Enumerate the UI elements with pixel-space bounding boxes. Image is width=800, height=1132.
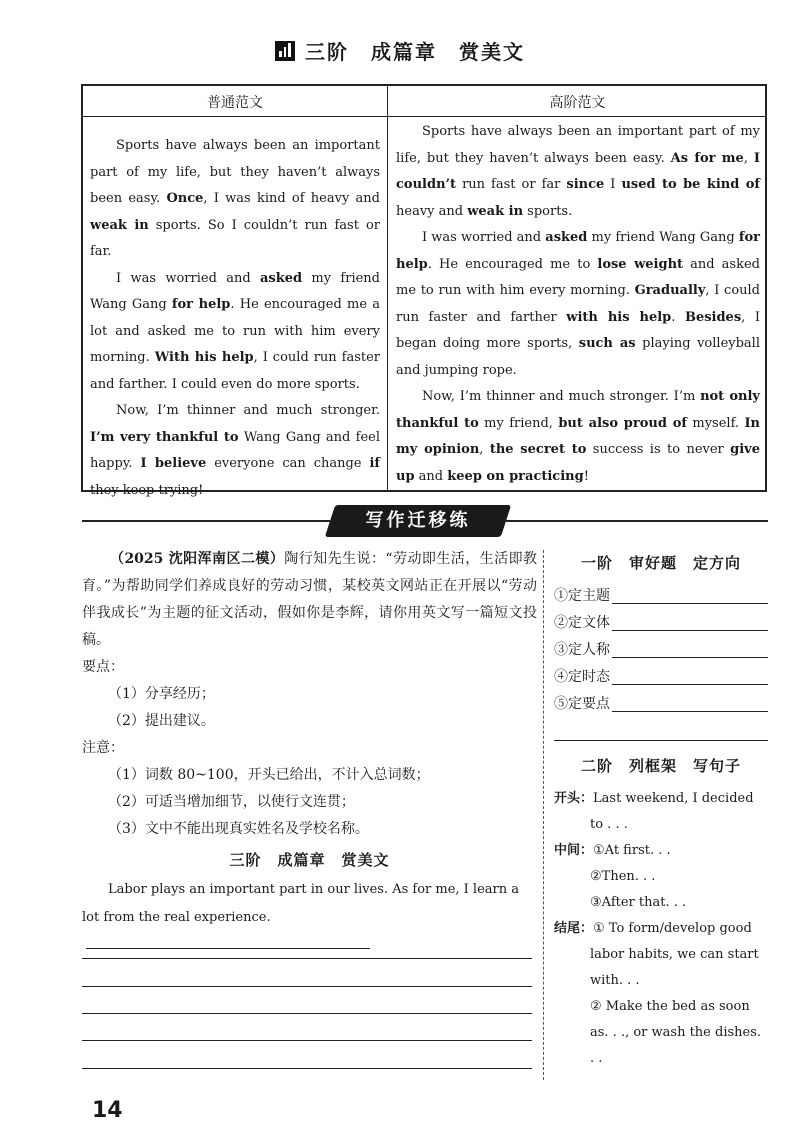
section-banner: 写作迁移练 (365, 510, 471, 531)
task-prompt: （2025 沈阳浑南区二模）陶行知先生说：“劳动即生活，生活即教育。”为帮助同学们养成良好的劳动习惯，某校英文网站正在开展以“劳动伴我成长”为主题的征文活动，假如你是李辉，请你用英文写一篇短文投稿。 (82, 551, 538, 648)
ending-frame-item: ② Make the bed as soon (590, 999, 750, 1014)
essay-starter: Labor plays an important part in our lives. As for me, I learn a lot from the real experience. (82, 876, 537, 960)
task-source: （2025 沈阳浑南区二模） (110, 551, 285, 567)
fill-line[interactable] (612, 587, 768, 604)
writing-line[interactable] (82, 986, 532, 987)
note-item: （2）可适当增加细节，以使行文连贯； (108, 794, 355, 810)
paragraph: I was worried and asked my friend Wang Gang for help. He encouraged me a lot and asked me to run with him every morning. With his help, I could run faster and farther. I could even do more sports. (90, 270, 381, 392)
notes-label: 注意： (82, 740, 124, 756)
task-subheading: 三阶 成篇章 赏美文 (229, 851, 390, 869)
note-item: （1）词数 80~100，开头已给出，不计入总词数； (108, 767, 430, 783)
divider-line (506, 520, 768, 522)
fill-line[interactable] (612, 668, 768, 685)
section-title: 三阶 成篇章 赏美文 (305, 40, 525, 64)
writing-line[interactable] (82, 1068, 532, 1069)
middle-frame: 中间：①At first. . . (554, 843, 671, 858)
bar-chart-icon (275, 41, 295, 61)
stage1-heading: 一阶 审好题 定方向 (580, 554, 741, 572)
plan-row: ②定文体 (554, 610, 768, 637)
writing-line[interactable] (82, 1040, 532, 1041)
column-divider (543, 550, 544, 1080)
opening-frame: 开头：Last weekend, I decided (554, 791, 754, 806)
ending-frame-cont: labor habits, we can start (590, 947, 759, 962)
writing-line[interactable] (86, 934, 370, 949)
section-header (0, 36, 800, 65)
column-divider (387, 86, 388, 490)
ending-frame-cont: with. . . (590, 973, 640, 988)
paragraph: I was worried and asked my friend Wang Gang for help. He encouraged me to lose weight and asked me to run with him every morning. Gradually, I could run faster and farther with his help. Besides, I began doing more sports, such as playing volleyball and jumping rope. (396, 230, 761, 378)
plan-row: ⑤定要点 (554, 691, 768, 718)
fill-line[interactable] (612, 641, 768, 658)
middle-frame-item: ③After that. . . (590, 895, 687, 910)
point-item: （2）提出建议。 (108, 713, 215, 729)
plan-row: ③定人称 (554, 637, 768, 664)
paragraph: Sports have always been an important part of my life, but they haven’t always been easy. Once, I was kind of heavy and weak in sports. So I couldn’t run fast or far. (90, 138, 380, 259)
fill-line[interactable] (554, 718, 768, 741)
page-number: 14 (92, 1098, 123, 1123)
ordinary-sample-text (90, 133, 380, 504)
divider-line (82, 520, 330, 522)
planning-sidebar (554, 546, 768, 1072)
paragraph: Sports have always been an important part of my life, but they haven’t always been easy. As for me, I couldn’t run fast or far since I used to be kind of heavy and weak in sports. (396, 124, 760, 219)
ending-frame-cont: as. . ., or wash the dishes. . . (590, 1025, 762, 1066)
writing-line[interactable] (82, 1013, 532, 1014)
plan-row: ④定时态 (554, 664, 768, 691)
opening-frame-cont: to . . . (590, 817, 628, 832)
writing-task (82, 546, 537, 960)
comparison-table (81, 84, 767, 498)
note-item: （3）文中不能出现真实姓名及学校名称。 (108, 821, 369, 837)
paragraph: Now, I’m thinner and much stronger. I’m very thankful to Wang Gang and feel happy. I believe everyone can change if they keep trying! (90, 403, 380, 498)
fill-line[interactable] (612, 614, 768, 631)
writing-line[interactable] (82, 958, 532, 959)
fill-line[interactable] (612, 695, 768, 712)
plan-row: ①定主题 (554, 583, 768, 610)
points-label: 要点： (82, 659, 124, 675)
ending-frame: 结尾：① To form/develop good (554, 921, 752, 936)
paragraph: Now, I’m thinner and much stronger. I’m not only thankful to my friend, but also proud of myself. In my opinion, the secret to success is to never give up and keep on practicing! (396, 389, 760, 484)
advanced-sample-text (396, 119, 760, 490)
middle-frame-item: ②Then. . . (590, 869, 656, 884)
ordinary-sample-heading: 普通范文 (207, 95, 263, 111)
stage2-heading: 二阶 列框架 写句子 (580, 757, 741, 775)
point-item: （1）分享经历； (108, 686, 215, 702)
advanced-sample-heading: 高阶范文 (549, 95, 606, 111)
